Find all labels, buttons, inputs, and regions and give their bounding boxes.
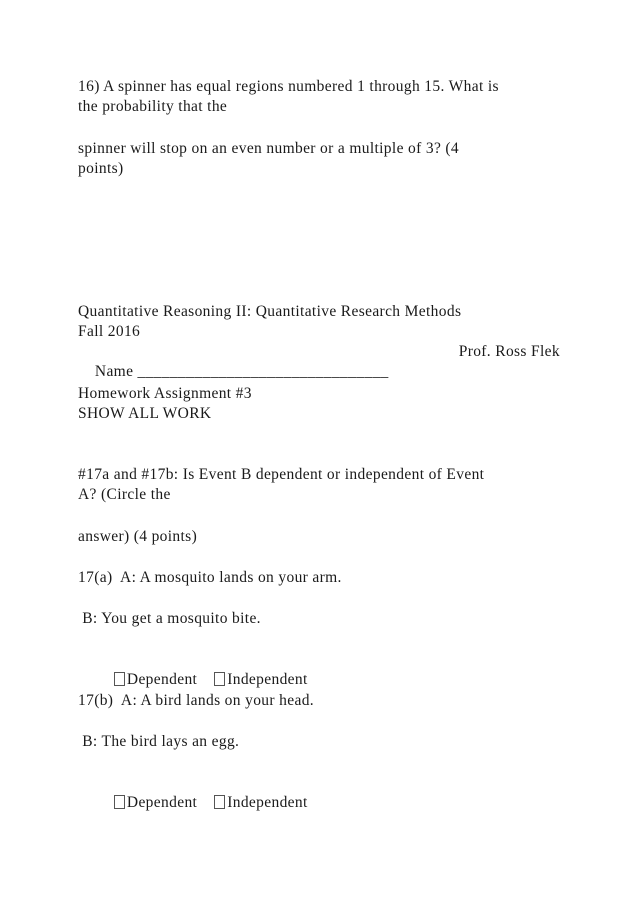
q17b-options [97, 773, 308, 833]
q17-intro-line-1: #17a and #17b: Is Event B dependent or independent of Event [78, 466, 485, 483]
option-label: Dependent [126, 794, 198, 811]
term: Fall 2016 [78, 323, 141, 340]
q17-intro-line-2: A? (Circle the [78, 486, 171, 503]
q17a-event-a: 17(a) A: A mosquito lands on your arm. [78, 569, 342, 586]
q16-line-3: spinner will stop on an even number or a multiple of 3? (4 [78, 140, 460, 157]
checkbox-icon [214, 795, 225, 809]
q17a-independent-option[interactable] [214, 670, 307, 690]
option-label: Independent [227, 794, 308, 811]
assignment-title: Homework Assignment #3 [78, 385, 252, 402]
q16-line-4: points) [78, 160, 124, 177]
q17a-event-b: B: You get a mosquito bite. [78, 610, 261, 627]
q16-line-1: 16) A spinner has equal regions numbered 1 through 15. What is [78, 78, 499, 95]
professor-name: Prof. Ross Flek [458, 343, 560, 360]
q17b-event-a: 17(b) A: A bird lands on your head. [78, 692, 315, 709]
q17a-dependent-option[interactable] [114, 670, 197, 690]
q17b-independent-option[interactable] [214, 793, 307, 813]
q16-line-2: the probability that the [78, 98, 228, 115]
option-label: Dependent [126, 671, 198, 688]
checkbox-icon [114, 672, 125, 686]
instruction: SHOW ALL WORK [78, 405, 212, 422]
checkbox-icon [214, 672, 225, 686]
q17b-dependent-option[interactable] [114, 793, 197, 813]
option-label: Independent [227, 671, 308, 688]
q17-intro-line-3: answer) (4 points) [78, 528, 198, 545]
name-field: Name _______________________________ [94, 363, 389, 380]
q17b-event-b: B: The bird lays an egg. [78, 733, 240, 750]
checkbox-icon [114, 795, 125, 809]
course-title: Quantitative Reasoning II: Quantitative Research Methods [78, 303, 462, 320]
